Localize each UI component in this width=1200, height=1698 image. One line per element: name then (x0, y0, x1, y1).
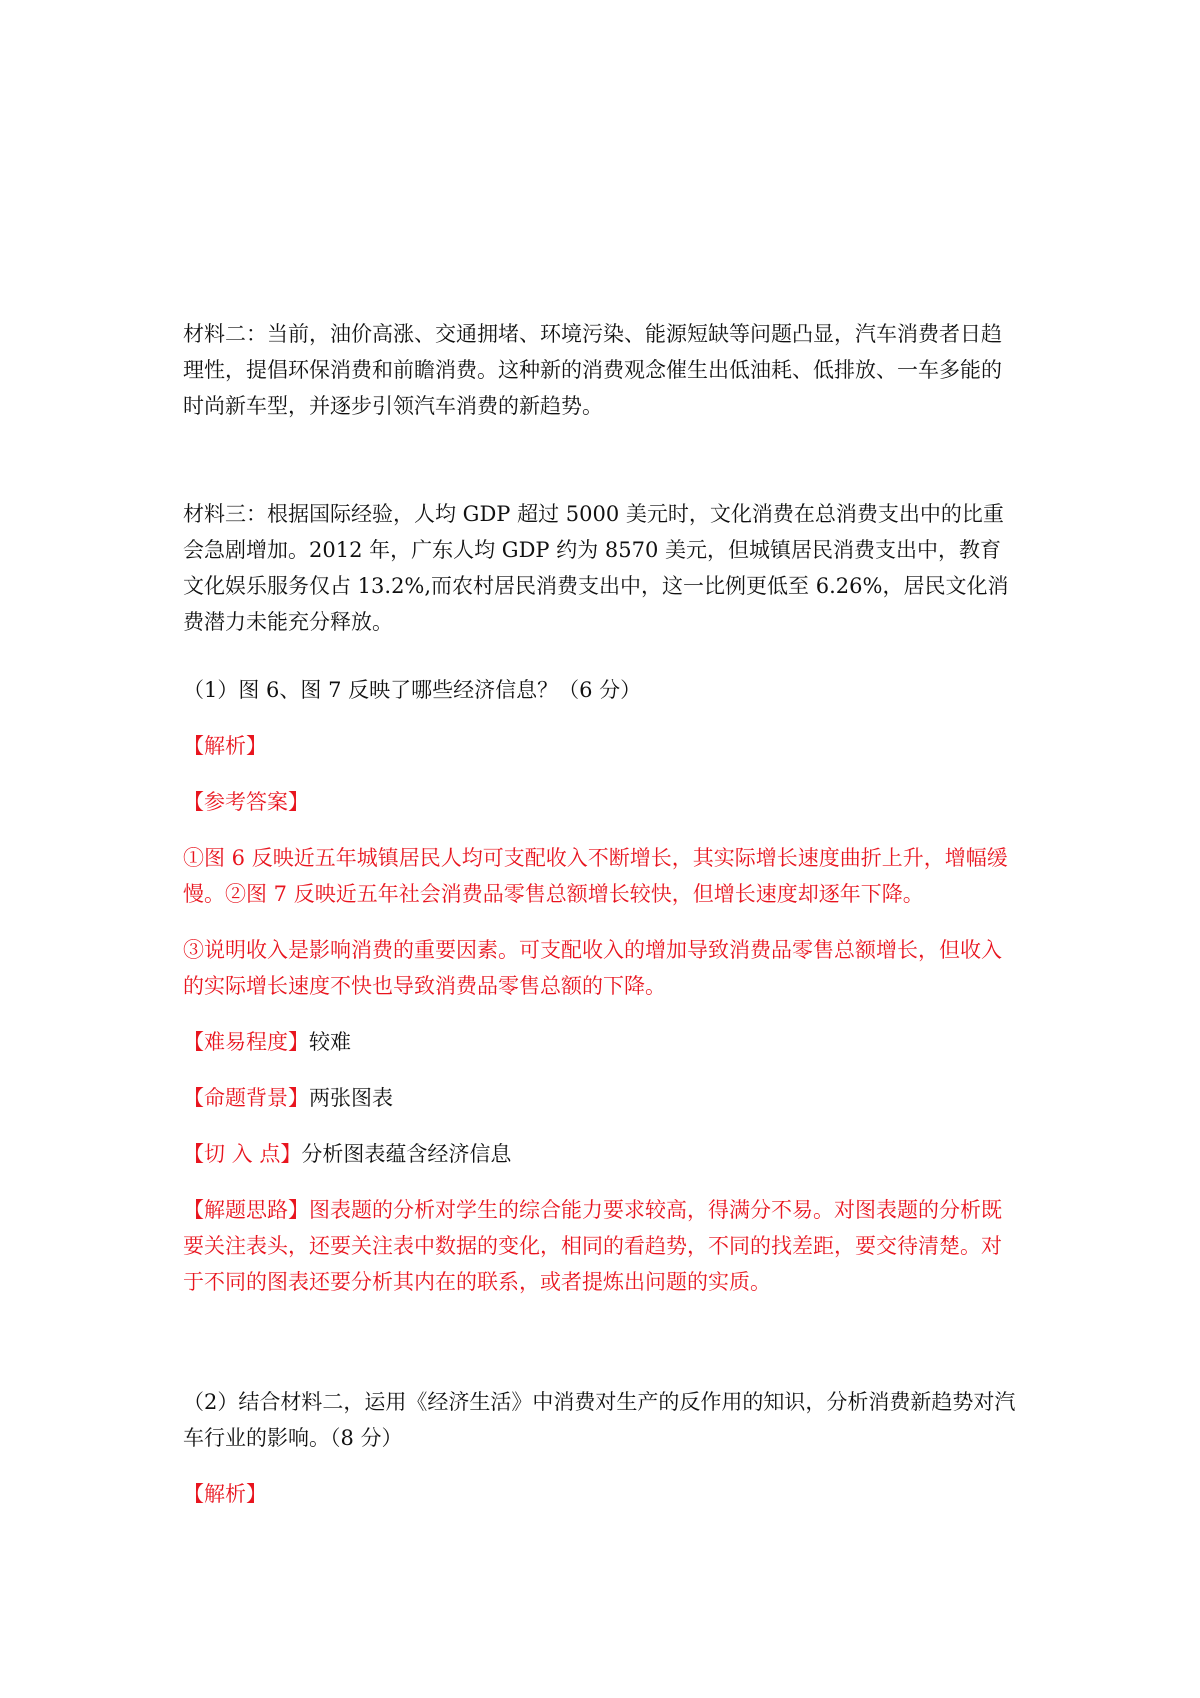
q1-answer-part-two: ③说明收入是影响消费的重要因素。可支配收入的增加导致消费品零售总额增长，但收入的实际增长速度不快也导致消费品零售总额的下降。 (183, 938, 1002, 998)
background-value: 两张图表 (309, 1086, 393, 1110)
approach-label: 【解题思路】 (183, 1198, 309, 1222)
q1-answer-part-one: ①图 6 反映近五年城镇居民人均可支配收入不断增长，其实际增长速度曲折上升，增幅缓慢。②图 7 反映近五年社会消费品零售总额增长较快，但增长速度却逐年下降。 (183, 846, 1008, 906)
q1-approach (183, 1192, 1019, 1300)
q1-answer-label: 【参考答案】 (183, 790, 309, 814)
material-three-paragraph: 材料三：根据国际经验，人均 GDP 超过 5000 美元时，文化消费在总消费支出中的比重会急剧增加。2012 年，广东人均 GDP 约为 8570 美元，但城镇居民消费支出中，教育文化娱乐服务仅占 13.2%,而农村居民消费支出中，这一比例更低至 6.26%，居民文化消费潜力未能充分释放。 (183, 502, 1009, 634)
q1-background (183, 1080, 1019, 1116)
material-two-paragraph: 材料二：当前，油价高涨、交通拥堵、环境污染、能源短缺等问题凸显，汽车消费者日趋理性，提倡环保消费和前瞻消费。这种新的消费观念催生出低油耗、低排放、一车多能的时尚新车型，并逐步引领汽车消费的新趋势。 (183, 322, 1002, 418)
entry-point-value: 分析图表蕴含经济信息 (301, 1142, 512, 1166)
q1-entry-point (183, 1136, 1019, 1172)
question-two: （2）结合材料二，运用《经济生活》中消费对生产的反作用的知识，分析消费新趋势对汽车行业的影响。（8 分） (183, 1390, 1016, 1450)
difficulty-label: 【难易程度】 (183, 1030, 309, 1054)
entry-point-label: 【切 入 点】 (183, 1142, 302, 1166)
q1-analysis-label: 【解析】 (183, 734, 267, 758)
background-label: 【命题背景】 (183, 1086, 309, 1110)
q1-difficulty (183, 1024, 1019, 1060)
q2-analysis-label: 【解析】 (183, 1482, 267, 1506)
difficulty-value: 较难 (309, 1030, 351, 1054)
question-one: （1）图 6、图 7 反映了哪些经济信息？（6 分） (183, 678, 642, 702)
approach-value: 图表题的分析对学生的综合能力要求较高，得满分不易。对图表题的分析既要关注表头，还要关注表中数据的变化，相同的看趋势，不同的找差距，要交待清楚。对于不同的图表还要分析其内在的联系，或者提炼出问题的实质。 (183, 1198, 1002, 1294)
